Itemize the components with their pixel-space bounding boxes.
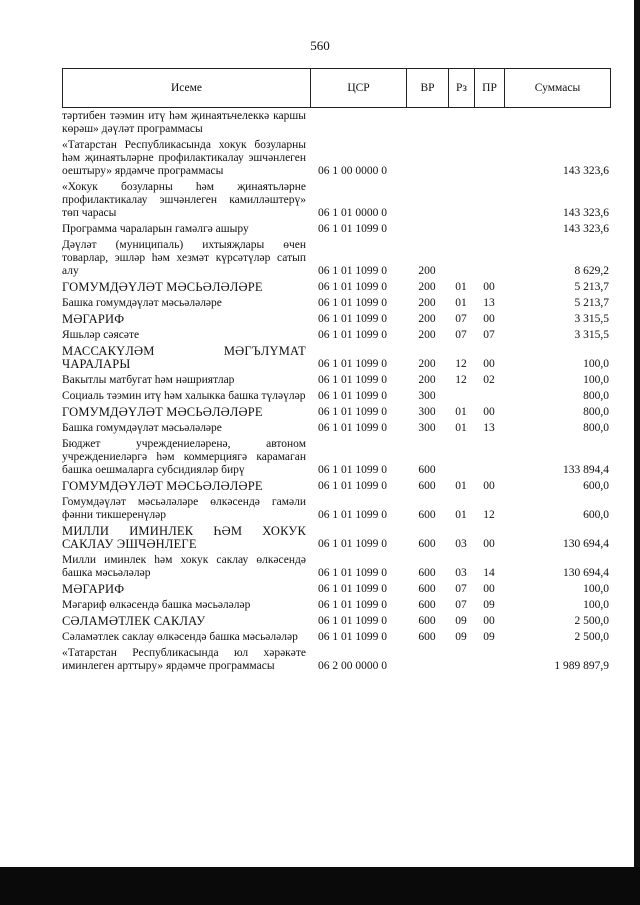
table-row [62,388,611,404]
row-sum: 133 894,4 [563,464,609,476]
row-vr: 600 [418,464,436,476]
row-rz: 07 [455,313,467,325]
row-name: Дәүләт (муниципаль) ихтыяҗлары өчен товарлар, эшләр һәм хезмәт күрсәтүләр сатып алу [62,239,306,277]
row-pr: 14 [483,567,495,579]
row-vr: 200 [418,374,436,386]
row-pr: 13 [483,422,495,434]
table-row [62,581,611,597]
table-row [62,552,611,581]
row-sum: 100,0 [583,374,609,386]
row-vr: 200 [418,297,436,309]
table-body [62,108,611,674]
row-csr: 06 1 01 1099 0 [318,599,387,611]
row-csr: 06 1 01 0000 0 [318,207,387,219]
table-row [62,179,611,221]
row-csr: 06 1 01 1099 0 [318,464,387,476]
table-row [62,295,611,311]
table-row [62,343,611,372]
row-name: ГОМУМДӘҮЛӘТ МӘСЬӘЛӘЛӘРЕ [62,479,263,493]
row-sum: 130 694,4 [563,538,609,550]
row-vr: 300 [418,406,436,418]
row-sum: 3 315,5 [574,313,609,325]
row-sum: 3 315,5 [574,329,609,341]
row-name: тәртибен тәэмин итү һәм җинаятьчелеккә каршы көрәш» дәүләт программасы [62,110,306,135]
row-sum: 143 323,6 [563,207,609,219]
scan-edge [634,0,640,905]
row-name: «Татарстан Республикасында хокук бозуларны һәм җинаятьләрне профилактикалау эшчәнлеген оештыру» ярдәмче программасы [62,139,306,177]
row-name: ГОМУМДӘҮЛӘТ МӘСЬӘЛӘЛӘРЕ [62,405,263,419]
row-sum: 100,0 [583,599,609,611]
header-rz: Рз [449,69,475,107]
row-name: Милли иминлек һәм хокук саклау өлкәсендә башка мәсьәләләр [62,554,306,579]
row-vr: 600 [418,509,436,521]
row-sum: 800,0 [583,422,609,434]
row-rz: 01 [455,480,467,492]
row-csr: 06 1 01 1099 0 [318,281,387,293]
table-row [62,436,611,478]
row-pr: 12 [483,509,495,521]
row-sum: 100,0 [583,358,609,370]
row-pr: 00 [483,313,495,325]
row-name: ГОМУМДӘҮЛӘТ МӘСЬӘЛӘЛӘРЕ [62,280,263,294]
row-pr: 00 [483,480,495,492]
table-row [62,311,611,327]
row-csr: 06 1 00 0000 0 [318,165,387,177]
row-pr: 09 [483,631,495,643]
table-row [62,279,611,295]
row-rz: 07 [455,329,467,341]
row-csr: 06 1 01 1099 0 [318,538,387,550]
row-pr: 00 [483,583,495,595]
table-row [62,327,611,343]
header-csr: ЦСР [311,69,407,107]
row-sum: 143 323,6 [563,165,609,177]
row-name: Бюджет учреждениеләренә, автоном учреждениеләргә һәм коммерциягә карамаган башка оешмаларга субсидияләр бирү [62,438,306,476]
row-csr: 06 1 01 1099 0 [318,615,387,627]
row-sum: 5 213,7 [574,281,609,293]
row-sum: 1 989 897,9 [554,660,609,672]
row-sum: 600,0 [583,480,609,492]
table-row [62,137,611,179]
header-pr: ПР [475,69,505,107]
row-name: Яшьләр сәясәте [62,329,140,341]
table-row [62,372,611,388]
row-rz: 12 [455,358,467,370]
row-name: МИЛЛИ ИМИНЛЕК ҺӘМ ХОКУК САКЛАУ ЭШЧӘНЛЕГЕ [62,524,306,551]
table-row [62,629,611,645]
row-vr: 600 [418,615,436,627]
row-vr: 600 [418,567,436,579]
header-sum: Суммасы [534,82,581,94]
row-pr: 02 [483,374,495,386]
table-row [62,478,611,494]
row-pr: 09 [483,599,495,611]
table-row [62,597,611,613]
row-sum: 143 323,6 [563,223,609,235]
row-vr: 600 [418,631,436,643]
row-rz: 07 [455,599,467,611]
row-name: «Хокук бозуларны һәм җинаятьләрне профилактикалау эшчәнлеген камилләштерү» төп чарасы [62,181,306,219]
row-csr: 06 1 01 1099 0 [318,313,387,325]
row-csr: 06 1 01 1099 0 [318,631,387,643]
row-name: Гомумдәүләт мәсьәләләре өлкәсендә гамәли фәнни тикшеренүләр [62,496,306,521]
table-row [62,613,611,629]
row-pr: 07 [483,329,495,341]
row-rz: 01 [455,406,467,418]
row-rz: 03 [455,567,467,579]
row-csr: 06 1 01 1099 0 [318,583,387,595]
row-pr: 00 [483,281,495,293]
row-name: Программа чараларын гамәлгә ашыру [62,223,249,235]
row-rz: 07 [455,583,467,595]
row-vr: 600 [418,583,436,595]
row-vr: 200 [418,281,436,293]
row-rz: 03 [455,538,467,550]
row-vr: 200 [418,329,436,341]
row-name: Социаль тәэмин итү һәм халыкка башка түләүләр [62,390,306,402]
table-row [62,404,611,420]
row-vr: 300 [418,422,436,434]
row-csr: 06 1 01 1099 0 [318,422,387,434]
row-name: СӘЛАМӘТЛЕК САКЛАУ [62,614,206,628]
row-name: Сәламәтлек саклау өлкәсендә башка мәсьәләләр [62,631,298,643]
row-sum: 800,0 [583,390,609,402]
row-csr: 06 1 01 1099 0 [318,297,387,309]
row-vr: 300 [418,390,436,402]
row-csr: 06 1 01 1099 0 [318,567,387,579]
table-row [62,237,611,279]
row-sum: 2 500,0 [574,615,609,627]
scan-bottom-bar [0,867,640,905]
header-name: Исеме [63,69,311,107]
row-name: МӘГАРИФ [62,312,125,326]
page-number: 560 [310,38,330,53]
header-vr: ВР [407,69,449,107]
row-sum: 800,0 [583,406,609,418]
row-vr: 600 [418,480,436,492]
row-rz: 09 [455,631,467,643]
row-sum: 100,0 [583,583,609,595]
row-rz: 01 [455,281,467,293]
row-rz: 01 [455,297,467,309]
row-sum: 5 213,7 [574,297,609,309]
row-csr: 06 1 01 1099 0 [318,406,387,418]
row-vr: 600 [418,538,436,550]
row-pr: 00 [483,358,495,370]
row-csr: 06 2 00 0000 0 [318,660,387,672]
table-header [62,68,611,108]
row-sum: 600,0 [583,509,609,521]
row-csr: 06 1 01 1099 0 [318,329,387,341]
table-row [62,494,611,523]
row-vr: 200 [418,358,436,370]
row-name: МӘГАРИФ [62,582,125,596]
row-rz: 12 [455,374,467,386]
row-csr: 06 1 01 1099 0 [318,265,387,277]
row-csr: 06 1 01 1099 0 [318,374,387,386]
row-name: Башка гомумдәүләт мәсьәләләре [62,297,222,309]
row-sum: 130 694,4 [563,567,609,579]
table-row [62,221,611,237]
row-csr: 06 1 01 1099 0 [318,358,387,370]
row-sum: 8 629,2 [574,265,609,277]
row-csr: 06 1 01 1099 0 [318,480,387,492]
row-csr: 06 1 01 1099 0 [318,390,387,402]
table-row [62,645,611,674]
row-vr: 200 [418,313,436,325]
row-rz: 09 [455,615,467,627]
row-pr: 00 [483,538,495,550]
row-vr: 600 [418,599,436,611]
row-pr: 13 [483,297,495,309]
table-row [62,108,611,137]
row-name: Вакытлы матбугат һәм нәшриятлар [62,374,235,386]
row-csr: 06 1 01 1099 0 [318,223,387,235]
table-row [62,523,611,552]
row-csr: 06 1 01 1099 0 [318,509,387,521]
row-name: Мәгариф өлкәсендә башка мәсьәләләр [62,599,251,611]
row-pr: 00 [483,615,495,627]
row-rz: 01 [455,509,467,521]
row-rz: 01 [455,422,467,434]
row-name: «Татарстан Республикасында юл хәрәкәте иминлеген арттыру» ярдәмче программасы [62,647,306,672]
row-vr: 200 [418,265,436,277]
row-pr: 00 [483,406,495,418]
table-row [62,420,611,436]
row-sum: 2 500,0 [574,631,609,643]
row-name: МАССАКҮЛӘМ МӘГЪЛҮМАТ ЧАРАЛАРЫ [62,344,306,371]
row-name: Башка гомумдәүләт мәсьәләләре [62,422,222,434]
